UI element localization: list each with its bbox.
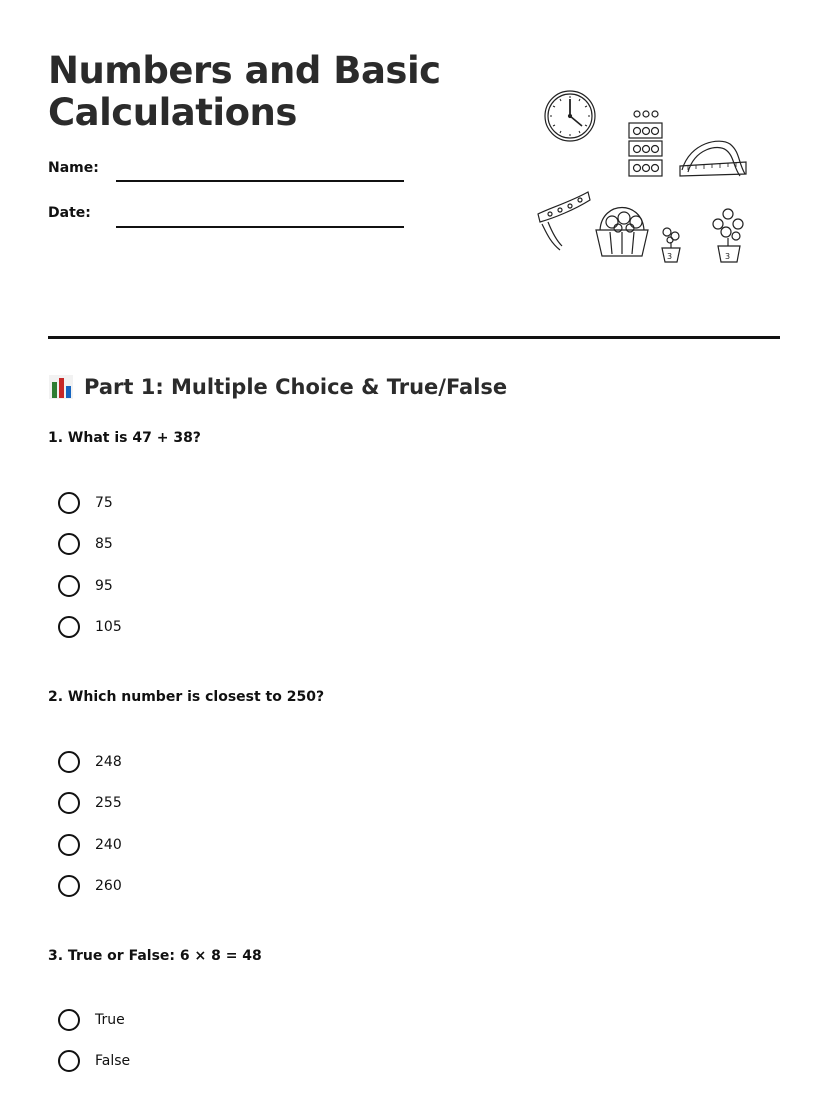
flower-basket-icon bbox=[596, 208, 648, 257]
option-label: False bbox=[95, 1053, 131, 1069]
section-heading bbox=[48, 374, 507, 400]
flower-pot-icon bbox=[713, 209, 743, 262]
radio-button[interactable] bbox=[58, 492, 80, 514]
radio-button[interactable] bbox=[58, 1050, 80, 1072]
pot-number-label: 3 bbox=[725, 252, 731, 261]
radio-button[interactable] bbox=[58, 834, 80, 856]
worksheet-title: Numbers and Basic Calculations bbox=[48, 49, 441, 134]
option-label: 85 bbox=[95, 536, 113, 552]
option-label: 95 bbox=[95, 578, 113, 594]
question-text: 1. What is 47 + 38? bbox=[48, 430, 201, 446]
radio-button[interactable] bbox=[58, 575, 80, 597]
flower-pot-icon bbox=[662, 228, 680, 262]
answer-option[interactable] bbox=[58, 615, 122, 639]
counting-blocks-icon bbox=[629, 111, 662, 176]
question-text: 3. True or False: 6 × 8 = 48 bbox=[48, 948, 262, 964]
bar-chart-icon bbox=[48, 374, 74, 400]
clock-icon bbox=[545, 91, 595, 141]
pot-number-label: 3 bbox=[667, 252, 673, 261]
option-label: True bbox=[95, 1012, 125, 1028]
tape-measure-icon bbox=[538, 192, 590, 250]
question-text: 2. Which number is closest to 250? bbox=[48, 689, 325, 705]
radio-button[interactable] bbox=[58, 875, 80, 897]
radio-button[interactable] bbox=[58, 792, 80, 814]
answer-option[interactable] bbox=[58, 491, 113, 515]
section-divider bbox=[48, 336, 780, 339]
option-label: 260 bbox=[95, 878, 122, 894]
name-input-line[interactable] bbox=[116, 180, 404, 182]
radio-button[interactable] bbox=[58, 533, 80, 555]
name-label: Name: bbox=[48, 160, 99, 176]
option-label: 255 bbox=[95, 795, 122, 811]
radio-button[interactable] bbox=[58, 616, 80, 638]
date-label: Date: bbox=[48, 205, 91, 221]
option-label: 248 bbox=[95, 754, 122, 770]
option-label: 75 bbox=[95, 495, 113, 511]
radio-button[interactable] bbox=[58, 751, 80, 773]
answer-option[interactable] bbox=[58, 1049, 130, 1073]
section-title: Part 1: Multiple Choice & True/False bbox=[84, 375, 508, 399]
answer-option[interactable] bbox=[58, 532, 113, 556]
answer-option[interactable] bbox=[58, 833, 122, 857]
radio-button[interactable] bbox=[58, 1009, 80, 1031]
option-label: 105 bbox=[95, 619, 122, 635]
answer-option[interactable] bbox=[58, 791, 122, 815]
answer-option[interactable] bbox=[58, 874, 122, 898]
date-input-line[interactable] bbox=[116, 226, 404, 228]
option-label: 240 bbox=[95, 837, 122, 853]
answer-option[interactable] bbox=[58, 574, 113, 598]
answer-option[interactable] bbox=[58, 750, 122, 774]
tape-measure-icon bbox=[680, 141, 746, 176]
illustrations bbox=[530, 82, 760, 272]
answer-option[interactable] bbox=[58, 1008, 125, 1032]
